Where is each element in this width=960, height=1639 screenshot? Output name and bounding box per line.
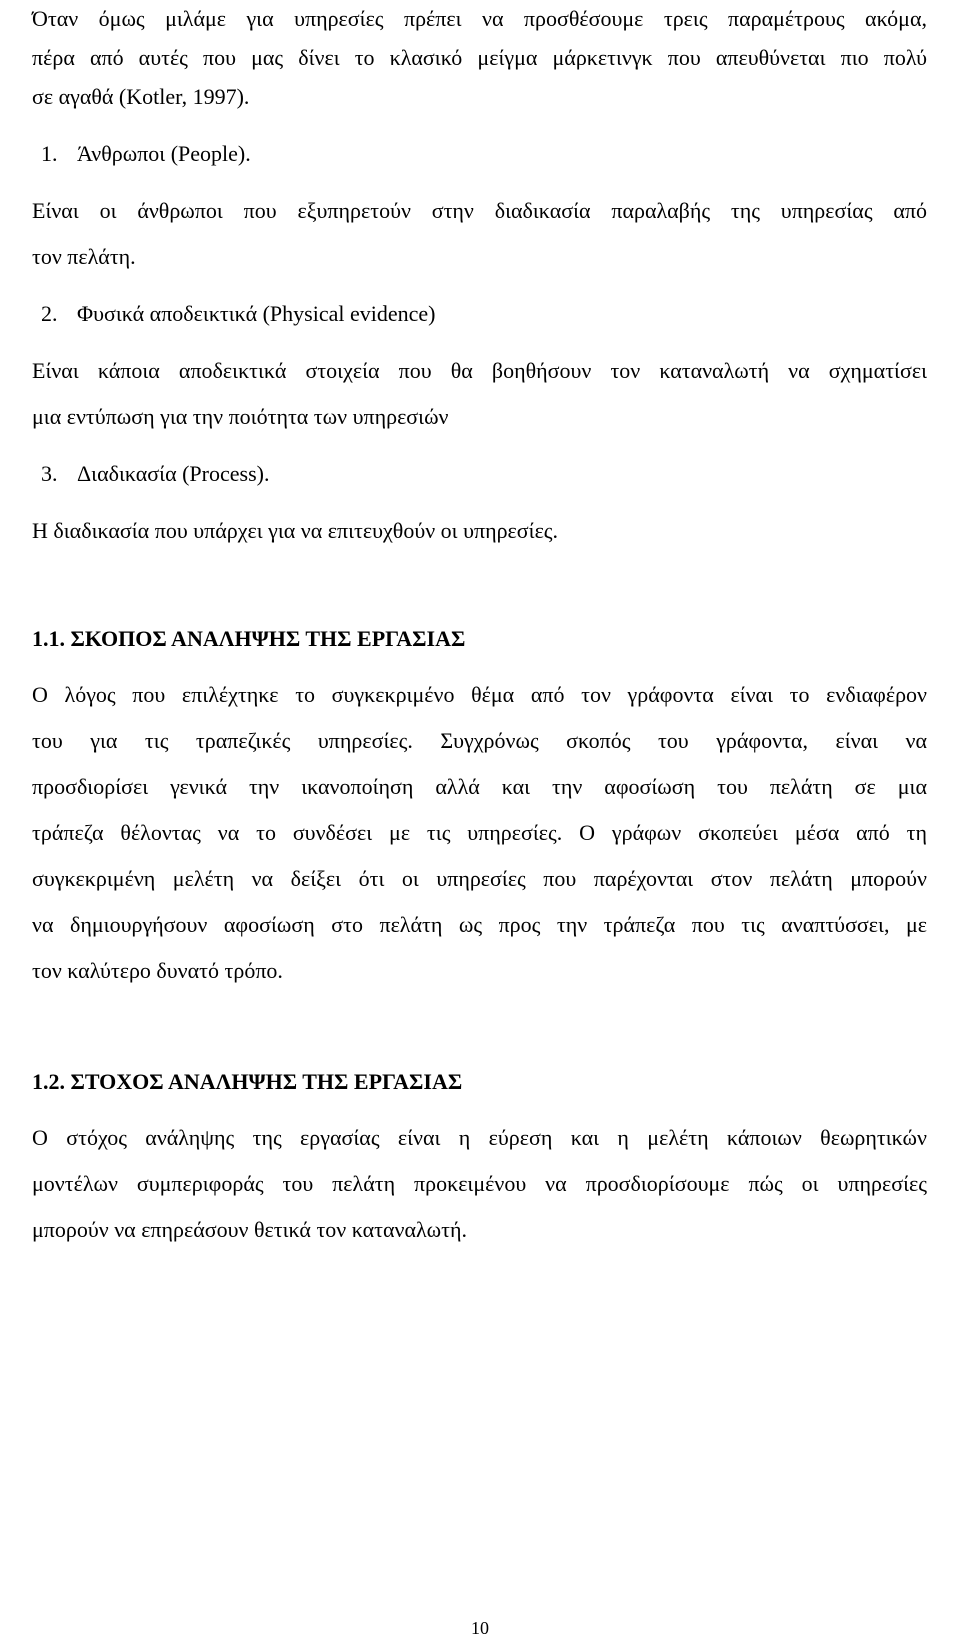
list-item-physical-evidence bbox=[41, 301, 435, 327]
paragraph-line: προσδιορίσει γενικά την ικανοποίηση αλλά και την αφοσίωση του πελάτη σε μια bbox=[32, 774, 927, 799]
list-item-number: 3. bbox=[41, 461, 58, 486]
paragraph-line: του για τις τραπεζικές υπηρεσίες. Συγχρόνως σκοπός του γράφοντα, είναι να bbox=[32, 728, 927, 753]
paragraph-line: Ο λόγος που επιλέχτηκε το συγκεκριμένο θέμα από τον γράφοντα είναι το ενδιαφέρον bbox=[32, 682, 927, 707]
intro-line: σε αγαθά (Kotler, 1997). bbox=[32, 84, 250, 109]
item-description-line: Είναι οι άνθρωποι που εξυπηρετούν στην διαδικασία παραλαβής της υπηρεσίας από bbox=[32, 198, 927, 223]
intro-line: Όταν όμως μιλάμε για υπηρεσίες πρέπει να προσθέσουμε τρεις παραμέτρους ακόμα, bbox=[32, 6, 927, 31]
paragraph-line: τράπεζα θέλοντας να το συνδέσει με τις υπηρεσίες. Ο γράφων σκοπεύει μέσα από τη bbox=[32, 820, 927, 845]
list-item-process bbox=[41, 461, 269, 487]
page-number: 10 bbox=[471, 1618, 489, 1638]
list-item-people bbox=[41, 141, 251, 167]
list-item-number: 1. bbox=[41, 141, 58, 166]
item-description-line: Είναι κάποια αποδεικτικά στοιχεία που θα βοηθήσουν τον καταναλωτή να σχηματίσει bbox=[32, 358, 927, 383]
list-item-title: Διαδικασία (Process). bbox=[77, 461, 270, 486]
paragraph-line: Ο στόχος ανάληψης της εργασίας είναι η εύρεση και η μελέτη κάποιων θεωρητικών bbox=[32, 1125, 927, 1150]
paragraph-line: συγκεκριμένη μελέτη να δείξει ότι οι υπηρεσίες που παρέχονται στον πελάτη μπορούν bbox=[32, 866, 927, 891]
section-heading-goal: 1.2. ΣΤΟΧΟΣ ΑΝΑΛΗΨΗΣ ΤΗΣ ΕΡΓΑΣΙΑΣ bbox=[32, 1069, 463, 1094]
intro-line: πέρα από αυτές που μας δίνει το κλασικό μείγμα μάρκετινγκ που απευθύνεται πιο πολύ bbox=[32, 45, 927, 70]
item-description-line: τον πελάτη. bbox=[32, 244, 136, 269]
list-item-number: 2. bbox=[41, 301, 58, 326]
item-description-line: Η διαδικασία που υπάρχει για να επιτευχθούν οι υπηρεσίες. bbox=[32, 518, 559, 543]
item-description-line: μια εντύπωση για την ποιότητα των υπηρεσιών bbox=[32, 404, 449, 429]
paragraph-line: να δημιουργήσουν αφοσίωση στο πελάτη ως προς την τράπεζα που τις αναπτύσσει, με bbox=[32, 912, 927, 937]
paragraph-line: τον καλύτερο δυνατό τρόπο. bbox=[32, 958, 283, 983]
paragraph-line: μοντέλων συμπεριφοράς του πελάτη προκειμένου να προσδιορίσουμε πώς οι υπηρεσίες bbox=[32, 1171, 927, 1196]
section-heading-purpose: 1.1. ΣΚΟΠΟΣ ΑΝΑΛΗΨΗΣ ΤΗΣ ΕΡΓΑΣΙΑΣ bbox=[32, 626, 466, 651]
list-item-title: Φυσικά αποδεικτικά (Physical evidence) bbox=[77, 301, 436, 326]
paragraph-line: μπορούν να επηρεάσουν θετικά τον καταναλωτή. bbox=[32, 1217, 467, 1242]
list-item-title: Άνθρωποι (People). bbox=[77, 141, 251, 166]
